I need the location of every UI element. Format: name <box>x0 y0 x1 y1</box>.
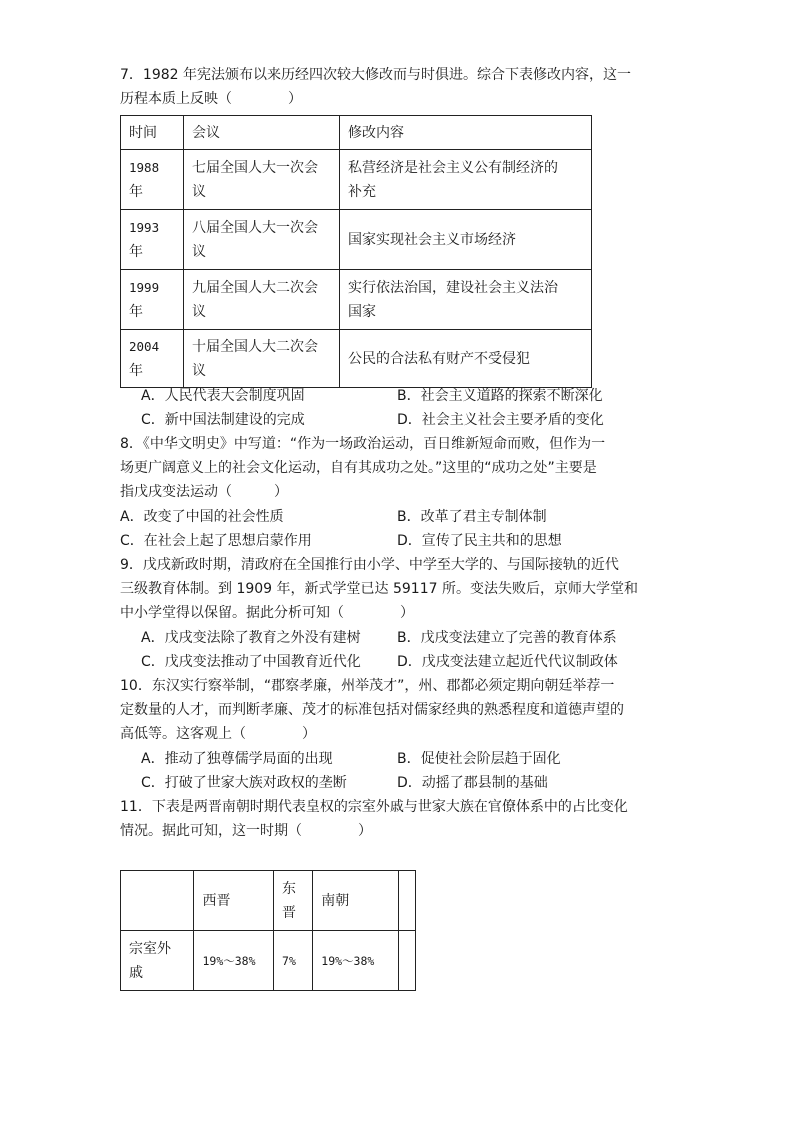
q7-option-d[interactable]: D．社会主义社会主要矛盾的变化 <box>397 412 604 428</box>
q11-stem-line2: 情况。据此可知，这一时期（ ） <box>120 823 372 839</box>
meeting-cont: 议 <box>192 183 206 200</box>
year: 1993 <box>129 219 160 235</box>
q10-option-c[interactable]: C．打破了世家大族对政权的垄断 <box>141 775 347 791</box>
q9-option-c[interactable]: C．戊戌变法推动了中国教育近代化 <box>141 654 361 670</box>
year: 2004 <box>129 338 160 354</box>
q11-header-empty <box>121 871 194 931</box>
content: 私营经济是社会主义公有制经济的 <box>348 159 558 176</box>
q8-stem-line1: 8．《中华文明史》中写道：“作为一场政治运动，百日维新短命而败，但作为一 <box>120 436 606 452</box>
year: 1999 <box>129 279 160 295</box>
table-row <box>121 931 416 991</box>
q11-value-western-jin: 19%～38% <box>194 931 274 991</box>
q10-option-d[interactable]: D．动摇了郡县制的基础 <box>397 775 548 791</box>
content: 公民的合法私有财产不受侵犯 <box>348 350 530 367</box>
q11-value-southern-dynasties: 19%～38% <box>313 931 399 991</box>
q8-option-d[interactable]: D．宣传了民主共和的思想 <box>397 533 562 549</box>
meeting: 七届全国人大一次会 <box>192 159 318 176</box>
meeting-cont: 议 <box>192 303 206 320</box>
q9-option-d[interactable]: D．戊戌变法建立起近代代议制政体 <box>397 654 618 670</box>
meeting: 十届全国人大二次会 <box>192 338 318 355</box>
q8-stem-line3: 指戊戌变法运动（ ） <box>120 484 288 500</box>
q7-stem-line1: 7．1982 年宪法颁布以来历经四次较大修改而与时俱进。综合下表修改内容，这一 <box>120 67 631 83</box>
q9-option-a[interactable]: A．戊戌变法除了教育之外没有建树 <box>141 630 361 646</box>
year-unit: 年 <box>129 183 143 200</box>
q10-option-b[interactable]: B．促使社会阶层趋于固化 <box>397 751 561 767</box>
q7-header-time: 时间 <box>121 116 184 150</box>
year-unit: 年 <box>129 243 143 260</box>
q11-header-southern-dynasties: 南朝 <box>313 871 399 931</box>
q11-stem-line1: 11．下表是两晋南朝时期代表皇权的宗室外戚与世家大族在官僚体系中的占比变化 <box>120 799 628 815</box>
year-unit: 年 <box>129 303 143 320</box>
q11-row-label: 宗室外 <box>129 940 171 957</box>
q9-stem-line2: 三级教育体制。到 1909 年，新式学堂已达 59117 所。变法失败后，京师大学堂和 <box>120 581 638 597</box>
q10-option-a[interactable]: A．推动了独尊儒学局面的出现 <box>141 751 333 767</box>
q7-stem-line2: 历程本质上反映（ ） <box>120 91 302 107</box>
q11-header-eastern: 东 <box>282 880 297 897</box>
q7-option-c[interactable]: C．新中国法制建设的完成 <box>141 412 305 428</box>
table-row <box>121 210 592 270</box>
q7-option-a[interactable]: A．人民代表大会制度巩固 <box>141 388 305 404</box>
meeting: 九届全国人大二次会 <box>192 279 318 296</box>
content-cont: 国家 <box>348 303 376 320</box>
q7-option-b[interactable]: B．社会主义道路的探索不断深化 <box>397 388 603 404</box>
q8-stem-line2: 场更广阔意义上的社会文化运动，自有其成功之处。”这里的“成功之处”主要是 <box>120 460 597 476</box>
q7-header-content: 修改内容 <box>340 116 592 150</box>
year-unit: 年 <box>129 362 143 379</box>
q11-header-western-jin: 西晋 <box>194 871 274 931</box>
q10-stem-line3: 高低等。这客观上（ ） <box>120 726 316 742</box>
q11-row-label-cont: 戚 <box>129 964 143 981</box>
q8-option-a[interactable]: A．改变了中国的社会性质 <box>120 509 284 525</box>
q10-stem-line1: 10．东汉实行察举制，“郡察孝廉，州举茂才”，州、郡都必须定期向朝廷举荐一 <box>120 678 615 694</box>
table-row <box>121 270 592 330</box>
q11-value-eastern-jin: 7% <box>274 931 313 991</box>
q8-option-b[interactable]: B．改革了君主专制体制 <box>397 509 547 525</box>
q7-header-meeting: 会议 <box>184 116 340 150</box>
q11-header-extra <box>398 871 415 931</box>
q9-stem-line1: 9．戊戌新政时期，清政府在全国推行由小学、中学至大学的、与国际接轨的近代 <box>120 557 619 573</box>
q10-stem-line2: 定数量的人才，而判断孝廉、茂才的标准包括对儒家经典的熟悉程度和道德声望的 <box>120 702 624 718</box>
meeting: 八届全国人大一次会 <box>192 219 318 236</box>
table-row <box>121 150 592 210</box>
q7-amendment-table <box>120 115 592 388</box>
q11-value-extra <box>398 931 415 991</box>
content-cont: 补充 <box>348 183 376 200</box>
meeting-cont: 议 <box>192 362 206 379</box>
meeting-cont: 议 <box>192 243 206 260</box>
content: 实行依法治国，建设社会主义法治 <box>348 279 558 296</box>
q9-option-b[interactable]: B．戊戌变法建立了完善的教育体系 <box>397 630 617 646</box>
content: 国家实现社会主义市场经济 <box>348 231 516 248</box>
table-row <box>121 330 592 388</box>
q9-stem-line3: 中小学堂得以保留。据此分析可知（ ） <box>120 605 414 621</box>
q11-proportion-table <box>120 870 416 991</box>
q8-option-c[interactable]: C．在社会上起了思想启蒙作用 <box>120 533 312 549</box>
q11-header-jin: 晋 <box>282 904 297 921</box>
year: 1988 <box>129 159 160 175</box>
